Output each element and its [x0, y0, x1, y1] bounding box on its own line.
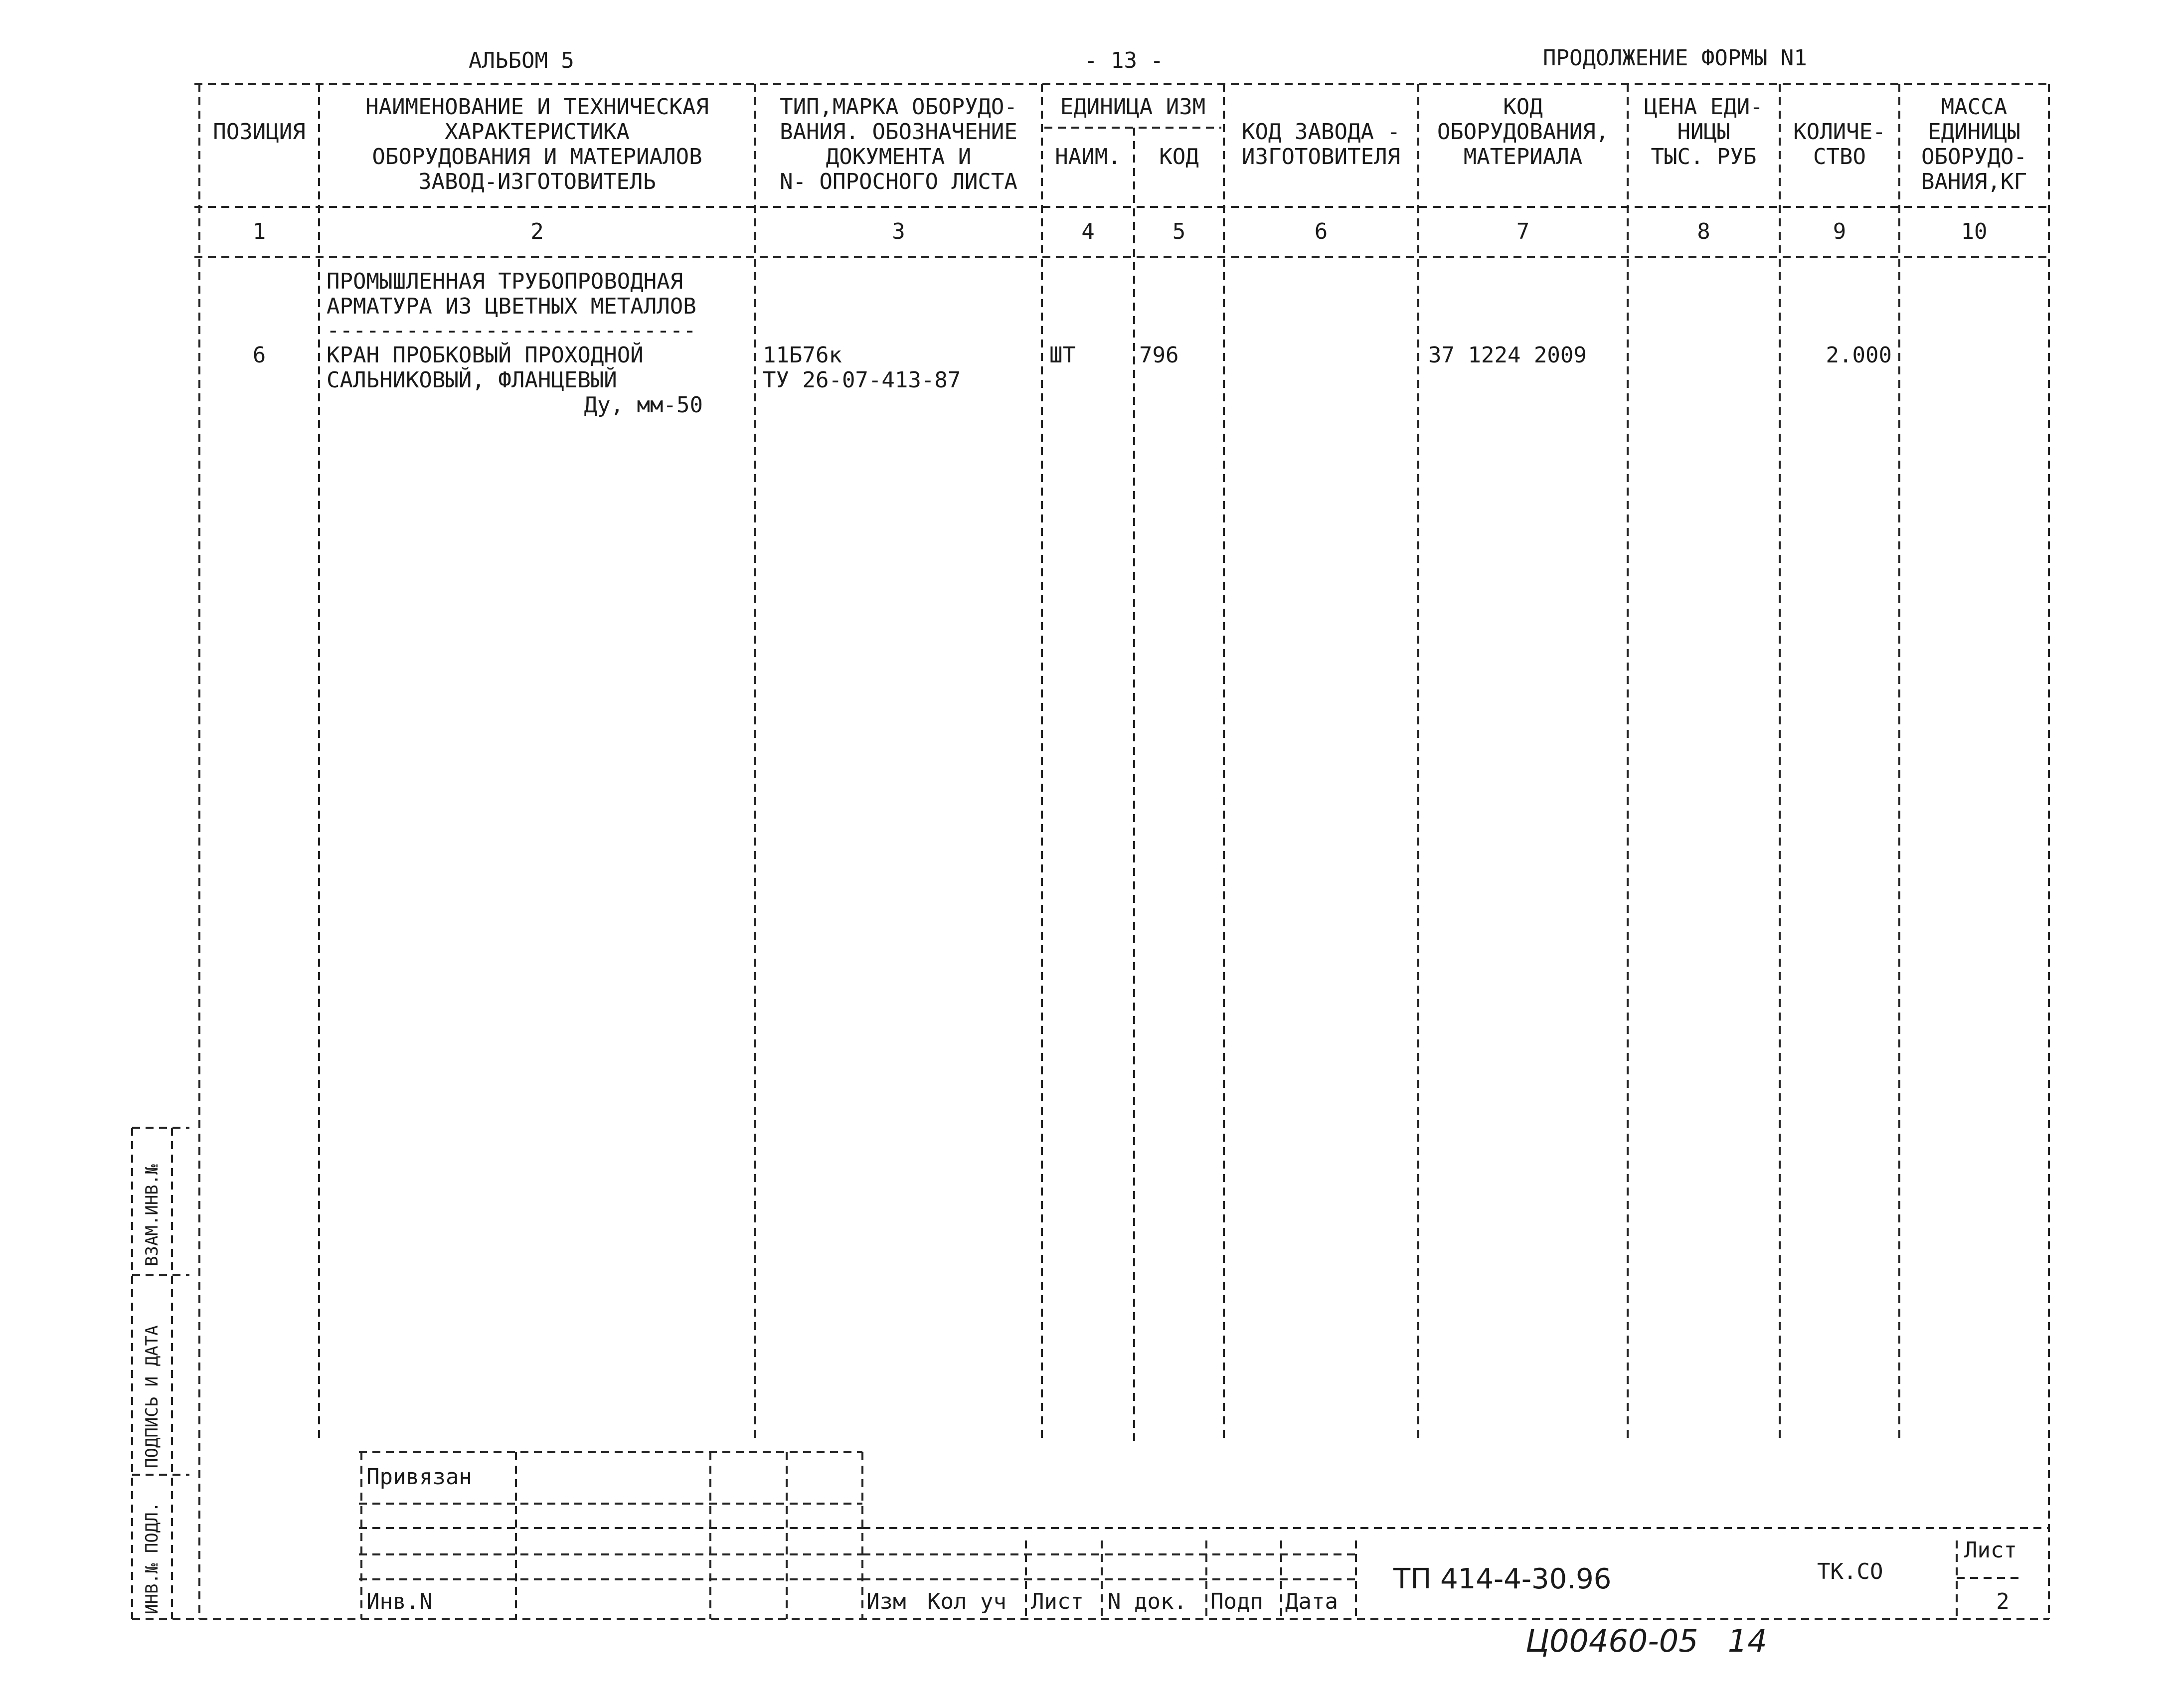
col6-number: 6	[1314, 219, 1328, 244]
col4-number: 4	[1081, 219, 1095, 244]
col9-number: 9	[1833, 219, 1846, 244]
col8-title-2: НИЦЫ	[1677, 119, 1730, 145]
col2-title-1: НАИМЕНОВАНИЕ И ТЕХНИЧЕСКАЯ	[365, 94, 709, 120]
col10-title-3: ОБОРУДО-	[1921, 144, 2027, 170]
col3-number: 3	[892, 219, 905, 244]
side-label-inv-podl: ИНВ.№ ПОДЛ.	[142, 1502, 162, 1614]
section-heading-1: ПРОМЫШЛЕННАЯ ТРУБОПРОВОДНАЯ	[327, 269, 683, 294]
col7-title-1: КОД	[1503, 94, 1543, 120]
col5-number: 5	[1172, 219, 1186, 244]
stamp-sheet-number: 2	[1996, 1589, 2010, 1614]
stamp-doc-code: ТП 414-4-30.96	[1393, 1563, 1612, 1595]
section-underline: ----------------------------	[327, 318, 696, 343]
col5-title: КОД	[1159, 144, 1199, 170]
col1-number: 1	[252, 219, 266, 244]
col8-title-3: ТЫС. РУБ	[1651, 144, 1757, 170]
row-name-2: САЛЬНИКОВЫЙ, ФЛАНЦЕВЫЙ	[327, 367, 617, 393]
col2-title-2: ХАРАКТЕРИСТИКА	[445, 119, 630, 145]
stamp-inv-label: Инв.N	[366, 1589, 433, 1614]
col10-title-4: ВАНИЯ,КГ	[1921, 169, 2027, 194]
page-number: - 13 -	[1084, 48, 1164, 73]
unit-group-title: ЕДИНИЦА ИЗМ	[1060, 94, 1206, 120]
row-position: 6	[252, 342, 266, 368]
stamp-n-dok: N док.	[1108, 1589, 1187, 1614]
row-type-1: 11Б76к	[763, 342, 842, 368]
col9-title-2: СТВО	[1813, 144, 1866, 170]
col3-title-3: ДОКУМЕНТА И	[826, 144, 972, 170]
side-label-vzam-inv: ВЗАМ.ИНВ.№	[142, 1164, 162, 1266]
row-name-3: Ду, мм-50	[584, 392, 703, 418]
col2-title-3: ОБОРУДОВАНИЯ И МАТЕРИАЛОВ	[372, 144, 702, 170]
stamp-list: Лист	[1031, 1589, 1084, 1614]
side-label-podpis-data: ПОДПИСЬ И ДАТА	[142, 1325, 162, 1468]
col10-title-2: ЕДИНИЦЫ	[1928, 119, 2020, 145]
col8-number: 8	[1697, 219, 1710, 244]
stamp-sheet-code: ТК.СО	[1817, 1559, 1883, 1584]
section-heading-2: АРМАТУРА ИЗ ЦВЕТНЫХ МЕТАЛЛОВ	[327, 294, 696, 319]
col2-title-4: ЗАВОД-ИЗГОТОВИТЕЛЬ	[418, 169, 656, 194]
col10-title-1: МАССА	[1941, 94, 2008, 120]
row-unit-code: 796	[1139, 342, 1179, 368]
stamp-sheet-label: Лист	[1964, 1537, 2017, 1563]
row-unit-name: ШТ	[1049, 342, 1076, 368]
album-label: АЛЬБОМ 5	[469, 48, 574, 73]
stamp-kol-uch: Кол уч	[927, 1589, 1006, 1614]
col3-title-1: ТИП,МАРКА ОБОРУДО-	[780, 94, 1017, 120]
row-equipment-code: 37 1224 2009	[1428, 342, 1587, 368]
row-name-1: КРАН ПРОБКОВЫЙ ПРОХОДНОЙ	[327, 342, 644, 368]
form-title: ПРОДОЛЖЕНИЕ ФОРМЫ N1	[1543, 45, 1807, 71]
col4-title: НАИМ.	[1055, 144, 1121, 170]
col8-title-1: ЦЕНА ЕДИ-	[1644, 94, 1763, 120]
row-quantity: 2.000	[1826, 342, 1892, 368]
col2-number: 2	[530, 219, 544, 244]
col6-title-1: КОД ЗАВОДА -	[1242, 119, 1400, 145]
stamp-izm: Изм	[866, 1589, 906, 1614]
col10-number: 10	[1961, 219, 1988, 244]
stamp-bound-label: Привязан	[366, 1464, 472, 1490]
col7-number: 7	[1516, 219, 1530, 244]
col9-title-1: КОЛИЧЕ-	[1793, 119, 1886, 145]
col1-title: ПОЗИЦИЯ	[213, 119, 306, 145]
col3-title-4: N- ОПРОСНОГО ЛИСТА	[780, 169, 1017, 194]
handwritten-archive-number: Ц00460-05 14	[1525, 1623, 1767, 1659]
row-type-2: ТУ 26-07-413-87	[763, 367, 961, 393]
stamp-podp: Подп	[1210, 1589, 1263, 1614]
col7-title-2: ОБОРУДОВАНИЯ,	[1437, 119, 1609, 145]
col6-title-2: ИЗГОТОВИТЕЛЯ	[1242, 144, 1400, 170]
col7-title-3: МАТЕРИАЛА	[1463, 144, 1583, 170]
stamp-data: Дата	[1285, 1589, 1338, 1614]
col3-title-2: ВАНИЯ. ОБОЗНАЧЕНИЕ	[780, 119, 1017, 145]
